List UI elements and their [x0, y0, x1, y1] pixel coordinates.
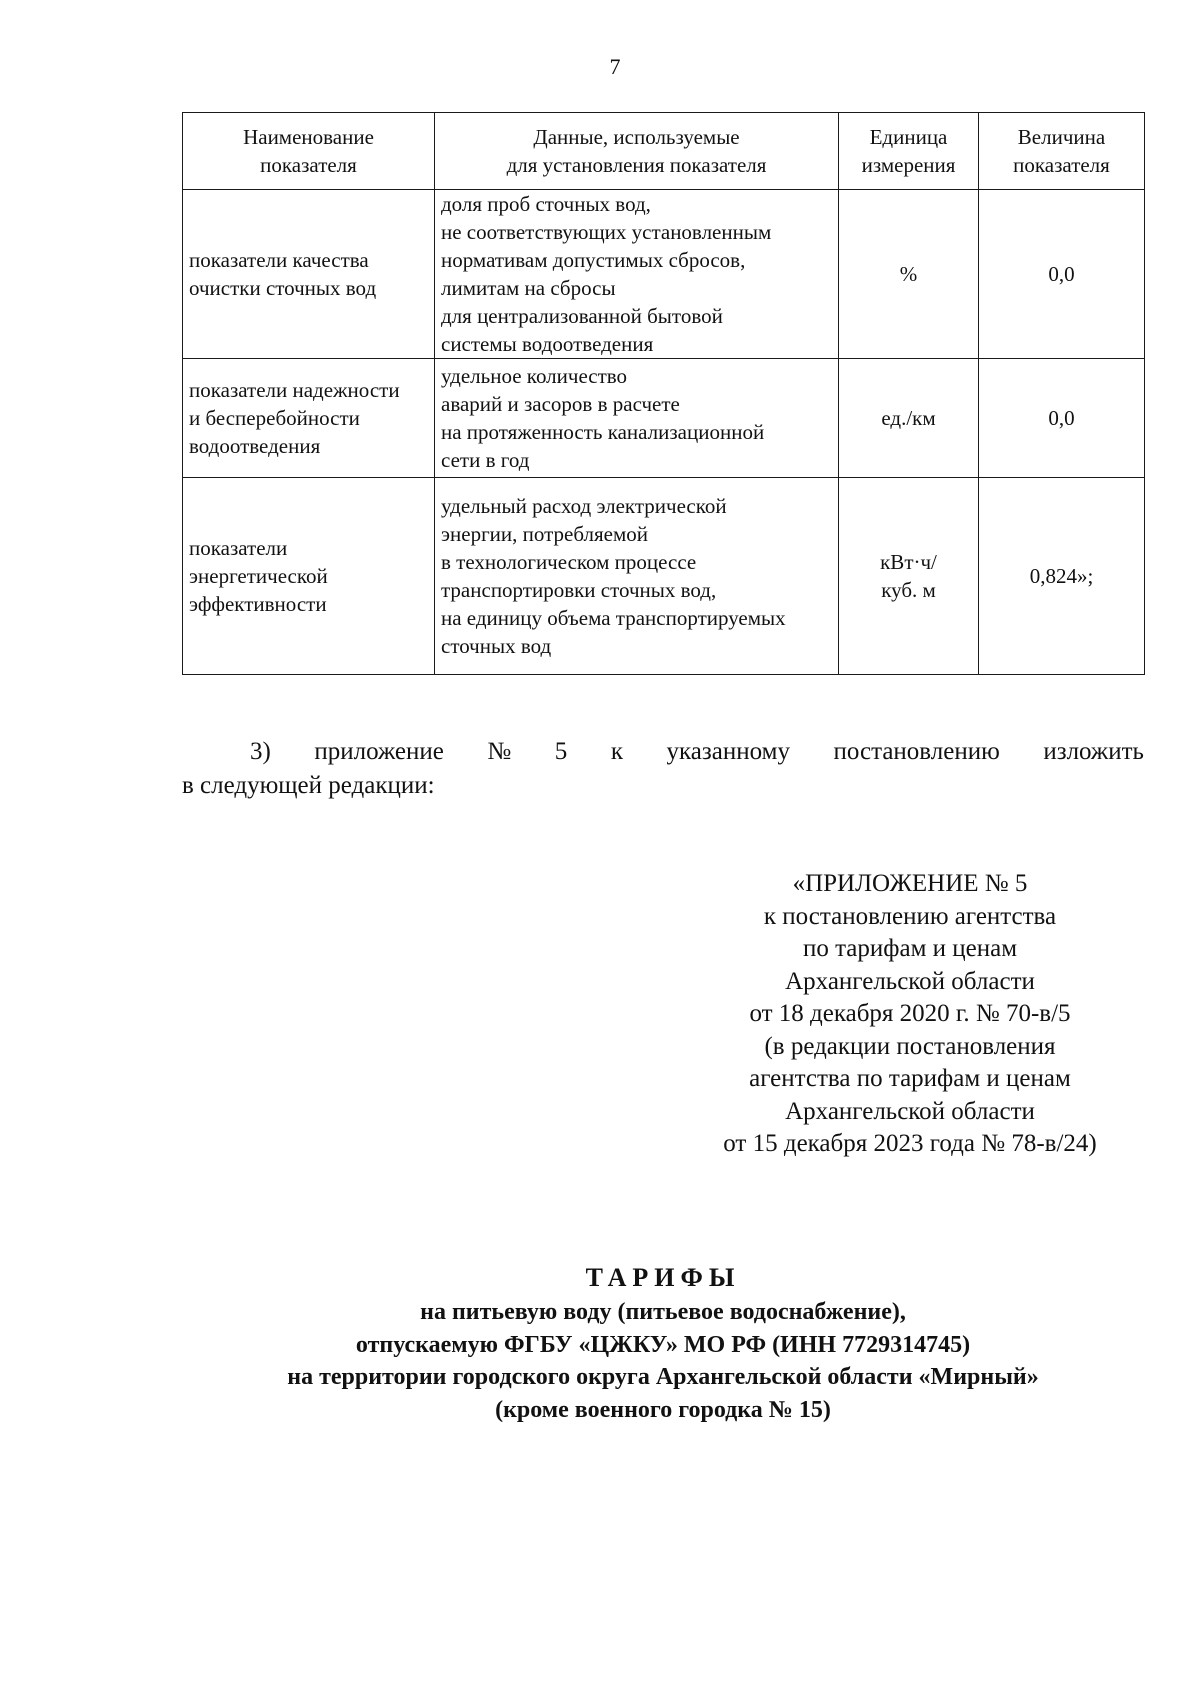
tariffs-subtitle-line: (кроме военного городка № 15): [495, 1396, 831, 1423]
paragraph-word: изложить: [1043, 738, 1144, 765]
table-row: [183, 190, 1145, 359]
indicator-value-cell: 0,0: [979, 359, 1145, 478]
indicator-unit-cell: %: [839, 190, 979, 359]
paragraph-continuation: в следующей редакции:: [182, 772, 435, 799]
indicator-name-cell: показатели энергетической эффективности: [183, 478, 435, 675]
indicator-name-cell: показатели качества очистки сточных вод: [183, 190, 435, 359]
indicator-data-cell: удельное количество аварий и засоров в расчете на протяженность канализационной сети в год: [435, 359, 839, 478]
table-row: [183, 478, 1145, 675]
appendix-line: от 15 декабря 2023 года № 78-в/24): [723, 1130, 1097, 1157]
tariffs-subtitle-line: отпускаемую ФГБУ «ЦЖКУ» МО РФ (ИНН 7729314745): [355, 1331, 971, 1358]
paragraph-word: 3): [250, 738, 271, 765]
appendix-line: (в редакции постановления: [764, 1032, 1056, 1060]
tariffs-title: ТАРИФЫ: [585, 1263, 741, 1292]
tariffs-heading: [182, 1260, 1144, 1426]
header-unit: Единица измерения: [839, 113, 979, 190]
indicator-unit-cell: кВт·ч/ куб. м: [839, 478, 979, 675]
tariffs-subtitle-line: на территории городского округа Архангельской области «Мирный»: [287, 1364, 1039, 1390]
appendix-line: Архангельской области: [785, 1097, 1035, 1125]
paragraph-word: №: [487, 738, 512, 765]
header-value: Величина показателя: [979, 113, 1145, 190]
header-indicator-name: Наименование показателя: [183, 113, 435, 190]
paragraph-word: постановлению: [833, 738, 1000, 765]
paragraph-word: к: [610, 738, 623, 765]
paragraph-word: приложение: [314, 738, 444, 765]
paragraph-word: 5: [554, 738, 568, 765]
table-header-row: [183, 113, 1145, 190]
indicator-data-cell: доля проб сточных вод, не соответствующих установленным нормативам допустимых сбросов, лимитам на сбросы для централизованной бытовой системы водоотведения: [435, 190, 839, 359]
indicator-value-cell: 0,0: [979, 190, 1145, 359]
paragraph-first-line: [182, 735, 1144, 769]
appendix-line: Архангельской области: [785, 967, 1035, 995]
appendix-header: [690, 868, 1130, 1161]
header-data-used: Данные, используемые для установления показателя: [435, 113, 839, 190]
page-number: 7: [609, 54, 621, 79]
indicator-value-cell: 0,824»;: [979, 478, 1145, 675]
appendix-line: от 18 декабря 2020 г. № 70-в/5: [749, 1000, 1071, 1027]
tariffs-subtitle-line: на питьевую воду (питьевое водоснабжение),: [420, 1299, 906, 1325]
appendix-line: по тарифам и ценам: [802, 935, 1018, 962]
indicators-table: [182, 112, 1145, 675]
appendix-line: агентства по тарифам и ценам: [749, 1065, 1071, 1092]
indicator-data-cell: удельный расход электрической энергии, потребляемой в технологическом процессе транспортировки сточных вод, на единицу объема транспортируемых сточных вод: [435, 478, 839, 675]
paragraph-word: указанному: [666, 738, 790, 765]
indicator-unit-cell: ед./км: [839, 359, 979, 478]
appendix-line: к постановлению агентства: [763, 902, 1057, 930]
indicator-name-cell: показатели надежности и бесперебойности водоотведения: [183, 359, 435, 478]
table-row: [183, 359, 1145, 478]
appendix-title: «ПРИЛОЖЕНИЕ № 5: [792, 870, 1028, 897]
amendment-paragraph: [182, 735, 1144, 803]
